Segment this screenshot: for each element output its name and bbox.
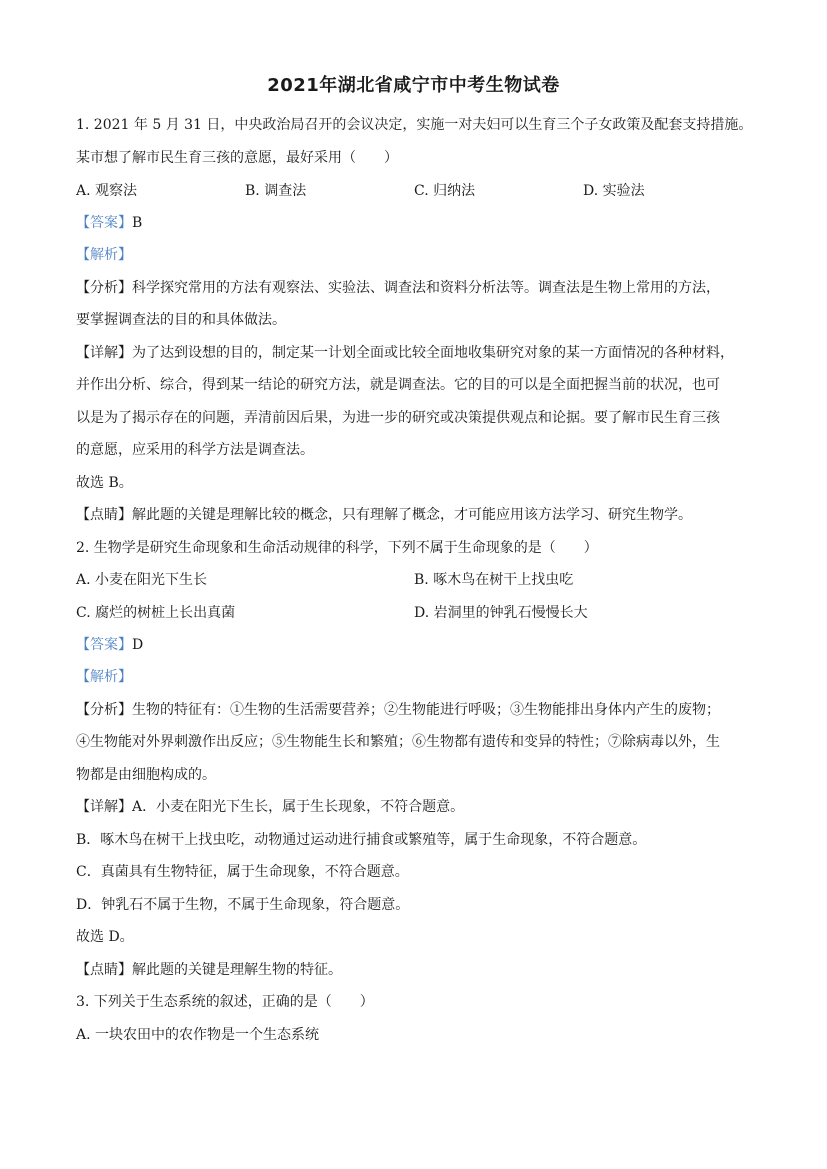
q2-option-c: C. 腐烂的树桩上长出真菌 (76, 605, 236, 621)
answer-value: B (132, 215, 143, 231)
answer-label: 【答案】 (76, 215, 132, 231)
q2-option-a: A. 小麦在阳光下生长 (76, 572, 208, 588)
answer-value: D (132, 637, 144, 653)
q1-analysis-label: 【解析】 (76, 247, 132, 263)
q1-stem-line1: 1. 2021 年 5 月 31 日，中央政治局召开的会议决定，实施一对夫妇可以生育三个子女政策及配套支持措施。 (76, 117, 753, 133)
q2-fenxi-line1: 【分析】生物的特征有：①生物的生活需要营养；②生物能进行呼吸；③生物能排出身体内产生的废物； (76, 702, 720, 718)
q1-choose: 故选 B。 (76, 475, 133, 491)
answer-label: 【答案】 (76, 637, 132, 653)
q2-fenxi-line2: ④生物能对外界刺激作出反应；⑤生物能生长和繁殖；⑥生物都有遗传和变异的特性；⑦除病毒以外，生 (76, 734, 720, 750)
q2-xiangjie-line3: C．真菌具有生物特征，属于生命现象，不符合题意。 (76, 864, 409, 880)
q1-option-a: A. 观察法 (76, 183, 138, 199)
q2-dianjing: 【点睛】解此题的关键是理解生物的特征。 (76, 962, 342, 978)
q2-answer (76, 634, 756, 656)
q3-stem: 3. 下列关于生态系统的叙述，正确的是（ ） (76, 994, 374, 1010)
q2-fenxi-line3: 物都是由细胞构成的。 (76, 767, 216, 783)
q1-xiangjie-line1: 【详解】为了达到设想的目的，制定某一计划全面或比较全面地收集研究对象的某一方面情况的各种材料， (76, 345, 734, 361)
q2-option-b: B. 啄木鸟在树干上找虫吃 (414, 572, 574, 588)
q1-option-d: D. 实验法 (583, 183, 645, 199)
q2-xiangjie-line4: D．钟乳石不属于生物，不属于生命现象，符合题意。 (76, 897, 410, 913)
q1-fenxi-line1: 【分析】科学探究常用的方法有观察法、实验法、调查法和资料分析法等。调查法是生物上常用的方法， (76, 280, 720, 296)
q2-choose: 故选 D。 (76, 929, 134, 945)
q2-stem: 2. 生物学是研究生命现象和生命活动规律的科学，下列不属于生命现象的是（ ） (76, 540, 598, 556)
q1-answer (76, 212, 756, 234)
q2-option-d: D. 岩洞里的钟乳石慢慢长大 (414, 605, 588, 621)
q2-analysis-label: 【解析】 (76, 669, 132, 685)
q3-option-a: A. 一块农田中的农作物是一个生态系统 (76, 1027, 320, 1043)
q1-dianjing: 【点睛】解此题的关键是理解比较的概念，只有理解了概念，才可能应用该方法学习、研究生物学。 (76, 507, 692, 523)
q1-xiangjie-line4: 的意愿，应采用的科学方法是调查法。 (76, 442, 314, 458)
q1-option-c: C. 归纳法 (414, 183, 476, 199)
q2-xiangjie-line1: 【详解】A．小麦在阳光下生长，属于生长现象，不符合题意。 (76, 799, 465, 815)
q1-fenxi-line2: 要掌握调查法的目的和具体做法。 (76, 312, 286, 328)
q2-xiangjie-line2: B．啄木鸟在树干上找虫吃，动物通过运动进行捕食或繁殖等，属于生命现象，不符合题意。 (76, 832, 647, 848)
q1-xiangjie-line3: 以是为了揭示存在的问题，弄清前因后果，为进一步的研究或决策提供观点和论据。要了解市民生育三孩 (76, 410, 720, 426)
q1-stem-line2: 某市想了解市民生育三孩的意愿，最好采用（ ） (76, 150, 398, 166)
q1-xiangjie-line2: 并作出分析、综合，得到某一结论的研究方法，就是调查法。它的目的可以是全面把握当前的状况，也可 (76, 377, 720, 393)
page-title: 2021年湖北省咸宁市中考生物试卷 (267, 75, 560, 96)
q1-option-b: B. 调查法 (245, 183, 307, 199)
